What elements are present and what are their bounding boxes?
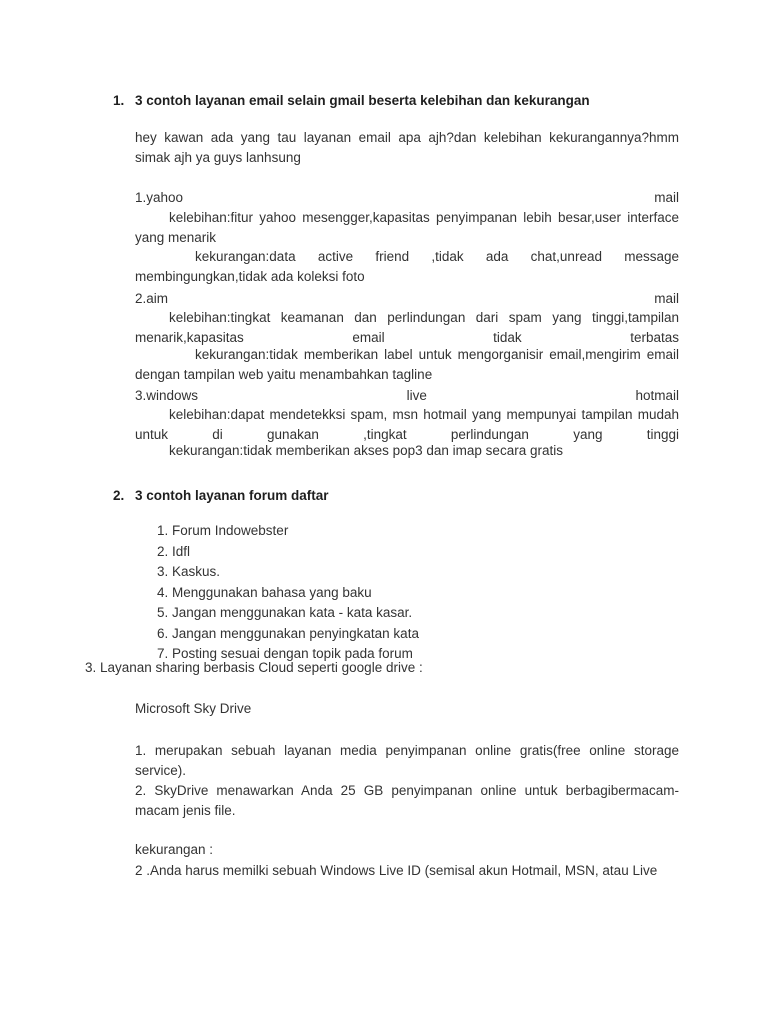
list-item-text: 7. Posting sesuai dengan topik pada forum <box>157 646 413 661</box>
section-2-heading-text: 3 contoh layanan forum daftar <box>135 488 329 503</box>
service-2-title-left: 2.aim <box>135 291 169 306</box>
section-1-heading <box>113 92 679 109</box>
service-1-kekurangan: kekurangan:data active friend ,tidak ada chat,unread message membingungkan,tidak ada koleksi foto <box>135 249 679 284</box>
section-3-service-name: Microsoft Sky Drive <box>135 701 252 716</box>
section-1-number: 1. <box>113 93 125 108</box>
list-item <box>137 562 681 583</box>
service-3-kekurangan: kekurangan:tidak memberikan akses pop3 dan imap secara gratis <box>169 443 563 458</box>
section-3-lead: 3. Layanan sharing berbasis Cloud seperti google drive : <box>85 660 423 675</box>
skydrive-kelebihan-2: 2. SkyDrive menawarkan Anda 25 GB penyimpanan online untuk berbagibermacam-macam jenis file. <box>135 783 679 818</box>
skydrive-kelebihan-1: 1. merupakan sebuah layanan media penyimpanan online gratis(free online storage service). <box>135 743 679 778</box>
list-item-text: 6. Jangan menggunakan penyingkatan kata <box>157 625 419 641</box>
forum-list <box>137 521 681 665</box>
list-item <box>137 624 681 645</box>
skydrive-kekurangan-label: kekurangan : <box>135 842 214 857</box>
service-1-kelebihan: kelebihan:fitur yahoo mesengger,kapasitas penyimpanan lebih besar,user interface yang menarik <box>135 210 679 245</box>
skydrive-kekurangan-1: 2 .Anda harus memilki sebuah Windows Live ID (semisal akun Hotmail, MSN, atau Live <box>135 863 658 878</box>
section-2-heading <box>113 487 679 504</box>
service-2-kelebihan: kelebihan:tingkat keamanan dan perlindungan dari spam yang tinggi,tampilan menarik,kapasitas email tidak terbatas <box>135 310 679 345</box>
section-2-number: 2. <box>113 488 125 503</box>
section-1-intro: hey kawan ada yang tau layanan email apa ajh?dan kelebihan kekurangannya?hmm simak ajh ya guys lanhsung <box>135 130 679 165</box>
service-1-title <box>135 188 679 208</box>
service-1-title-right: mail <box>654 190 679 205</box>
service-2-title <box>135 289 679 309</box>
service-3-title-middle: live <box>406 388 427 403</box>
list-item <box>137 542 681 563</box>
list-item-text: 4. Menggunakan bahasa yang baku <box>157 584 372 600</box>
service-3-title-right: hotmail <box>635 388 679 403</box>
service-3-kelebihan: kelebihan:dapat mendetekksi spam, msn hotmail yang mempunyai tampilan mudah untuk di gunakan ,tingkat perlindungan yang tinggi <box>135 407 679 442</box>
section-1-heading-text: 3 contoh layanan email selain gmail beserta kelebihan dan kekurangan <box>135 93 590 108</box>
list-item-text: 1. Forum Indowebster <box>157 523 289 538</box>
list-item-text: 3. Kaskus. <box>157 564 221 579</box>
service-3-title <box>135 386 679 406</box>
service-2-title-right: mail <box>654 291 679 306</box>
list-item <box>137 583 681 604</box>
list-item-text: 2. Idfl <box>157 543 191 559</box>
service-1-title-left: 1.yahoo <box>135 190 184 205</box>
service-2-kekurangan: kekurangan:tidak memberikan label untuk mengorganisir email,mengirim email dengan tampilan web yaitu menambahkan tagline <box>135 347 679 382</box>
service-3-title-left: 3.windows <box>135 388 199 403</box>
list-item-text: 5. Jangan menggunakan kata - kata kasar. <box>157 605 413 620</box>
list-item <box>137 521 681 542</box>
list-item <box>137 603 681 624</box>
